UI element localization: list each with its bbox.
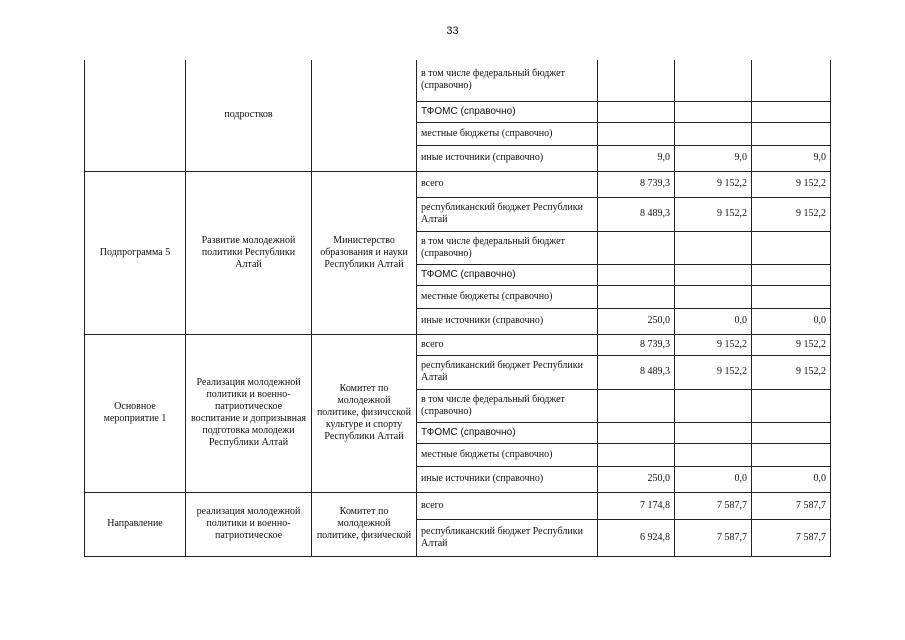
year2-value-cell: 7 587,7	[675, 492, 752, 519]
year1-value-cell: 8 739,3	[598, 334, 675, 355]
funding-source-cell: всего	[417, 171, 598, 197]
program-title-cell: реализация молодежной политики и военно-патриотическое	[186, 492, 312, 556]
year1-value-cell: 7 174,8	[598, 492, 675, 519]
executor-cell: Министерство образования и науки Республики Алтай	[312, 171, 417, 334]
year3-value-cell	[752, 122, 831, 145]
year3-value-cell: 0,0	[752, 308, 831, 334]
funding-source-cell: всего	[417, 492, 598, 519]
program-name-cell: Основное мероприятие 1	[85, 334, 186, 492]
funding-source-cell: республиканский бюджет Республики Алтай	[417, 355, 598, 389]
year2-value-cell: 9 152,2	[675, 355, 752, 389]
funding-source-cell: республиканский бюджет Республики Алтай	[417, 519, 598, 556]
funding-source-cell: в том числе федеральный бюджет (справочно)	[417, 389, 598, 422]
year1-value-cell	[598, 122, 675, 145]
year3-value-cell: 7 587,7	[752, 492, 831, 519]
funding-source-cell: всего	[417, 334, 598, 355]
year2-value-cell	[675, 122, 752, 145]
program-name-cell	[85, 60, 186, 171]
year2-value-cell: 9 152,2	[675, 171, 752, 197]
year2-value-cell	[675, 422, 752, 443]
year3-value-cell: 9 152,2	[752, 171, 831, 197]
year3-value-cell	[752, 285, 831, 308]
year2-value-cell	[675, 60, 752, 101]
year3-value-cell: 9,0	[752, 145, 831, 171]
year3-value-cell: 9 152,2	[752, 197, 831, 231]
year1-value-cell: 8 739,3	[598, 171, 675, 197]
year1-value-cell	[598, 389, 675, 422]
program-title-cell: Реализация молодежной политики и военно-патриотическое воспитание и допризывная подготовка молодежи Республики Алтай	[186, 334, 312, 492]
year2-value-cell: 7 587,7	[675, 519, 752, 556]
year3-value-cell	[752, 101, 831, 122]
year2-value-cell	[675, 443, 752, 466]
funding-source-cell: местные бюджеты (справочно)	[417, 443, 598, 466]
funding-source-cell: иные источники (справочно)	[417, 308, 598, 334]
table-row	[85, 334, 831, 355]
executor-cell	[312, 60, 417, 171]
program-name-cell: Подпрограмма 5	[85, 171, 186, 334]
year1-value-cell	[598, 422, 675, 443]
year1-value-cell	[598, 60, 675, 101]
year3-value-cell	[752, 60, 831, 101]
funding-source-cell: местные бюджеты (справочно)	[417, 285, 598, 308]
year2-value-cell: 0,0	[675, 308, 752, 334]
year3-value-cell: 0,0	[752, 466, 831, 492]
year1-value-cell	[598, 443, 675, 466]
funding-source-cell: республиканский бюджет Республики Алтай	[417, 197, 598, 231]
funding-source-cell: ТФОМС (справочно)	[417, 422, 598, 443]
year3-value-cell	[752, 231, 831, 264]
table-row	[85, 171, 831, 197]
executor-cell: Комитет по молодежной политике, физичсской культуре и спорту Республики Алтай	[312, 334, 417, 492]
funding-source-cell: ТФОМС (справочно)	[417, 264, 598, 285]
year3-value-cell	[752, 443, 831, 466]
program-title-cell: подростков	[186, 60, 312, 171]
program-title-cell: Развитие молодежной политики Республики Алтай	[186, 171, 312, 334]
page-number: 33	[446, 25, 459, 37]
year1-value-cell: 6 924,8	[598, 519, 675, 556]
year2-value-cell	[675, 285, 752, 308]
year2-value-cell	[675, 389, 752, 422]
year2-value-cell	[675, 231, 752, 264]
funding-source-cell: в том числе федеральный бюджет (справочно)	[417, 60, 598, 101]
year1-value-cell: 250,0	[598, 308, 675, 334]
year3-value-cell	[752, 264, 831, 285]
table-row	[85, 492, 831, 519]
year2-value-cell: 0,0	[675, 466, 752, 492]
funding-source-cell: иные источники (справочно)	[417, 145, 598, 171]
year2-value-cell: 9 152,2	[675, 197, 752, 231]
funding-source-cell: в том числе федеральный бюджет (справочно)	[417, 231, 598, 264]
table-row	[85, 60, 831, 101]
year3-value-cell: 9 152,2	[752, 334, 831, 355]
year3-value-cell	[752, 422, 831, 443]
year1-value-cell: 250,0	[598, 466, 675, 492]
year2-value-cell: 9 152,2	[675, 334, 752, 355]
year1-value-cell: 8 489,3	[598, 197, 675, 231]
funding-source-cell: ТФОМС (справочно)	[417, 101, 598, 122]
executor-cell: Комитет по молодежной политике, физической	[312, 492, 417, 556]
funding-source-cell: местные бюджеты (справочно)	[417, 122, 598, 145]
year3-value-cell	[752, 389, 831, 422]
year2-value-cell: 9,0	[675, 145, 752, 171]
year2-value-cell	[675, 264, 752, 285]
funding-source-cell: иные источники (справочно)	[417, 466, 598, 492]
year3-value-cell: 7 587,7	[752, 519, 831, 556]
year1-value-cell: 9,0	[598, 145, 675, 171]
program-name-cell: Направление	[85, 492, 186, 556]
year1-value-cell	[598, 285, 675, 308]
year1-value-cell	[598, 101, 675, 122]
year1-value-cell	[598, 264, 675, 285]
year1-value-cell	[598, 231, 675, 264]
year2-value-cell	[675, 101, 752, 122]
year3-value-cell: 9 152,2	[752, 355, 831, 389]
budget-table	[84, 60, 831, 557]
year1-value-cell: 8 489,3	[598, 355, 675, 389]
